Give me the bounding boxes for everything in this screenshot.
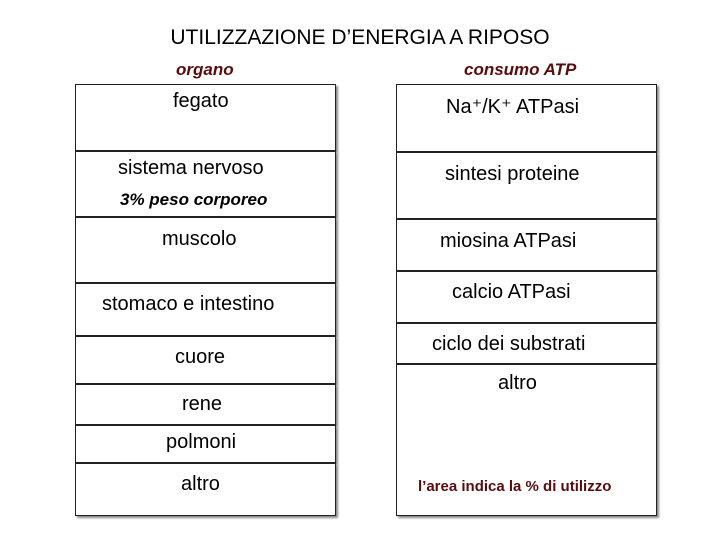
atp-label-miosina-atpasi: miosina ATPasi xyxy=(440,230,577,252)
atp-label-calcio-atpasi: calcio ATPasi xyxy=(452,281,571,303)
organ-sublabel-sistema-nervoso: 3% peso corporeo xyxy=(120,190,268,209)
organ-label-rene: rene xyxy=(182,393,223,415)
area-note: l’area indica la % di utilizzo xyxy=(418,478,612,495)
atp-label-na-k-atpasi: Na⁺/K⁺ ATPasi xyxy=(446,96,580,118)
atp-label-altro: altro xyxy=(498,372,537,394)
organ-label-stomaco-intestino: stomaco e intestino xyxy=(102,293,275,315)
organ-label-muscolo: muscolo xyxy=(162,228,237,250)
organ-label-sistema-nervoso: sistema nervoso xyxy=(118,157,264,179)
organ-label-fegato: fegato xyxy=(173,90,229,112)
atp-label-ciclo-substrati: ciclo dei substrati xyxy=(432,333,586,355)
organ-label-altro: altro xyxy=(181,473,220,495)
atp-label-sintesi-proteine: sintesi proteine xyxy=(445,163,580,185)
page-title: UTILIZZAZIONE D’ENERGIA A RIPOSO xyxy=(170,26,550,49)
organ-label-cuore: cuore xyxy=(175,346,226,368)
organ-column-header: organo xyxy=(176,60,234,79)
organ-label-polmoni: polmoni xyxy=(166,431,237,453)
atp-column-header: consumo ATP xyxy=(464,60,577,79)
